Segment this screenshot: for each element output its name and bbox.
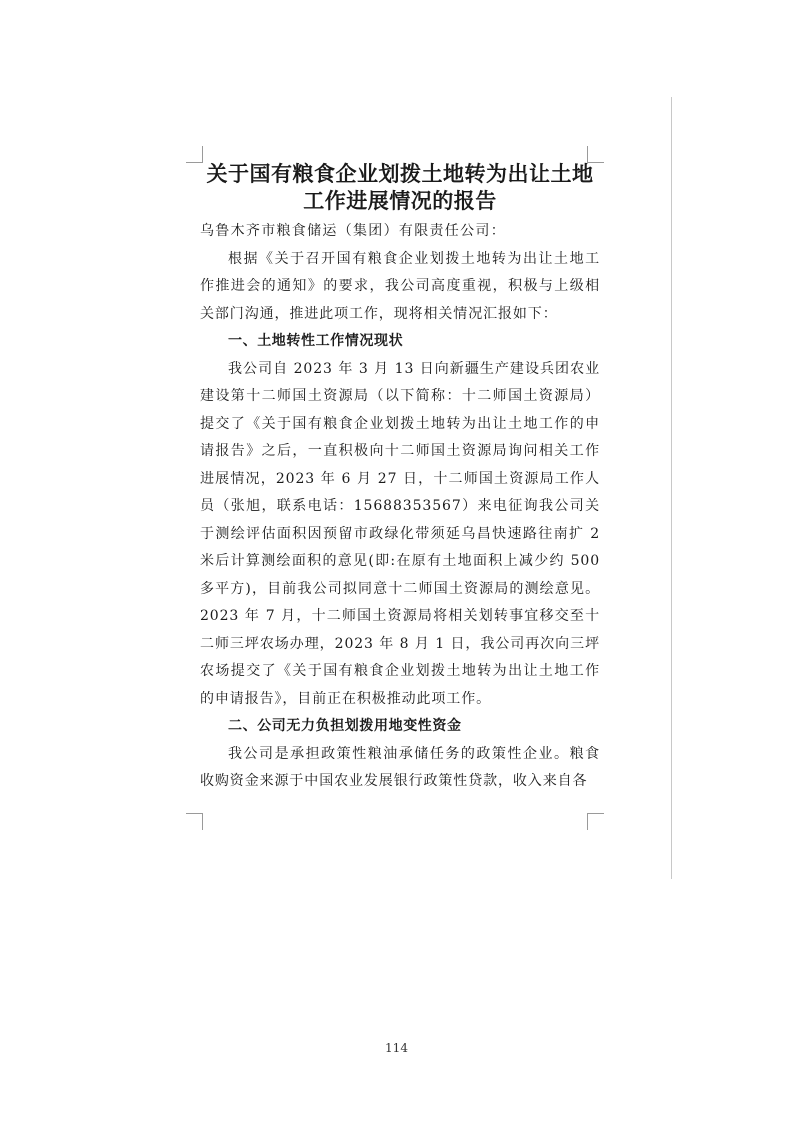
section-2-paragraph: 我公司是承担政策性粮油承储任务的政策性企业。粮食收购资金来源于中国农业发展银行政策性贷款，收入来自各 bbox=[200, 745, 600, 789]
title-line-2: 工作进展情况的报告 bbox=[303, 188, 497, 213]
margin-line bbox=[671, 97, 672, 879]
document-body bbox=[200, 160, 600, 796]
salutation: 乌鲁木齐市粮食储运（集团）有限责任公司： bbox=[200, 223, 506, 239]
intro-paragraph: 根据《关于召开国有粮食企业划拨土地转为出让土地工作推进会的通知》的要求，我公司高度重视，积极与上级相关部门沟通，推进此项工作，现将相关情况汇报如下： bbox=[200, 250, 600, 322]
crop-mark-bottom-left bbox=[186, 813, 203, 830]
document-title bbox=[200, 160, 600, 214]
section-2-heading: 二、公司无力负担划拨用地变性资金 bbox=[228, 718, 462, 734]
crop-mark-bottom-right bbox=[587, 813, 604, 830]
title-line-1: 关于国有粮食企业划拨土地转为出让土地 bbox=[206, 161, 594, 186]
section-1-heading: 一、土地转性工作情况现状 bbox=[228, 333, 404, 349]
page-number: 114 bbox=[385, 1041, 408, 1055]
section-1-paragraph: 我公司自 2023 年 3 月 13 日向新疆生产建设兵团农业建设第十二师国土资源局（以下简称：十二师国土资源局）提交了《关于国有粮食企业划拨土地转为出让土地工作的申请报告》之后，一直积极向十二师国土资源局询问相关工作进展情况，2023 年 6 月 27 日，十二师国土资源局工作人员（张旭，联系电话：15688353567）来电征询我公司关于测绘评估面积因预留市政绿化带须延乌昌快速路往南扩 2 米后计算测绘面积的意见(即:在原有土地面积上减少约 500 多平方)，目前我公司拟同意十二师国土资源局的测绘意见。2023 年 7 月，十二师国土资源局将相关划转事宜移交至十二师三坪农场办理，2023 年 8 月 1 日，我公司再次向三坪农场提交了《关于国有粮食企业划拨土地转为出让土地工作的申请报告》，目前正在积极推动此项工作。 bbox=[200, 360, 600, 707]
